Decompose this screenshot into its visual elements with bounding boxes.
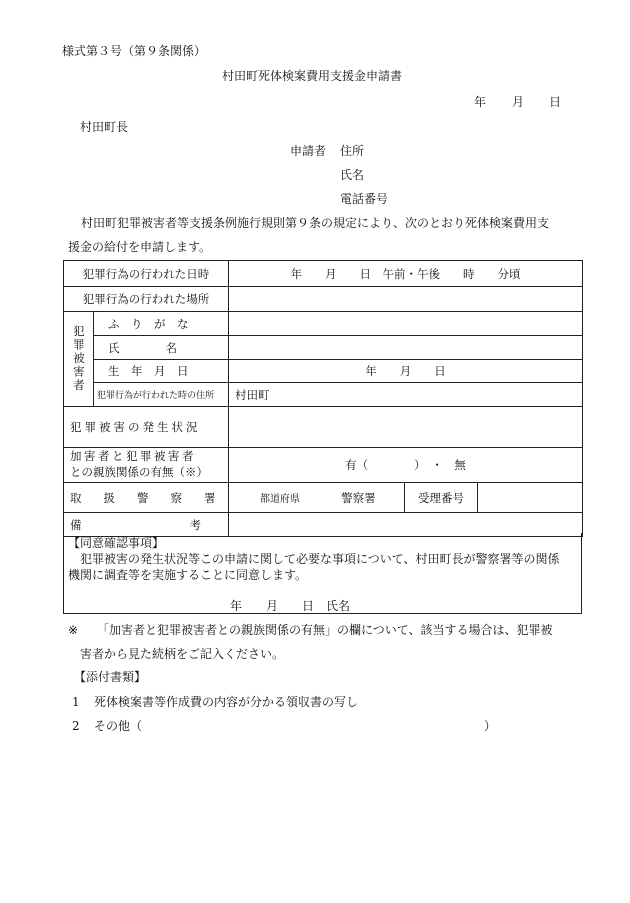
- row-police: [64, 483, 583, 513]
- crime-place-label: 犯罪行為の行われた場所: [64, 287, 229, 312]
- dob-label: 生 年 月 日: [94, 360, 229, 383]
- attachment-2-number: 2: [72, 719, 80, 733]
- row-victim-name: [64, 336, 583, 360]
- victim-name-label: 氏 名: [94, 336, 229, 360]
- police-station-field[interactable]: [229, 483, 405, 513]
- remarks-label: 備考: [70, 517, 309, 532]
- address-at-crime-label: 犯罪行為が行われた時の住所: [94, 383, 229, 407]
- victim-label-cell: [64, 312, 94, 407]
- row-crime-datetime: [64, 261, 583, 287]
- victim-label: 犯罪被害者: [71, 325, 86, 393]
- police-station-label: 警察署: [341, 490, 376, 505]
- row-damage-status: [64, 407, 583, 448]
- date-day-label: 日: [549, 95, 562, 109]
- relation-label-line-1: 加害者と犯罪被害者: [70, 449, 196, 464]
- relation-label-cell: [64, 448, 229, 483]
- crime-datetime-field[interactable]: 年 月 日 午前・午後 時 分頃: [229, 261, 583, 287]
- receipt-number-field[interactable]: [478, 483, 583, 513]
- note-line-1: 「加害者と犯罪被害者との親族関係の有無」の欄について、該当する場合は、犯罪被: [97, 623, 553, 637]
- attachments-heading: 【添付書類】: [74, 670, 147, 684]
- attachment-2-field[interactable]: [142, 716, 478, 734]
- form-number: 様式第３号（第９条関係）: [62, 44, 207, 58]
- date-year-label: 年: [474, 95, 487, 109]
- row-furigana: [64, 312, 583, 336]
- date-month-label: 月: [512, 95, 525, 109]
- page-title: 村田町死体検案費用支援金申請書: [222, 69, 403, 83]
- attachment-2-open: その他（: [94, 719, 143, 733]
- relation-label-line-2: との親族関係の有無（※）: [70, 465, 208, 479]
- consent-line-1: 犯罪被害の発生状況等この申請に関して必要な事項について、村田町長が警察署等の関係: [80, 552, 560, 566]
- applicant-name-label: 氏名: [340, 168, 365, 182]
- victim-name-field[interactable]: [229, 336, 583, 360]
- crime-place-field[interactable]: [229, 287, 583, 312]
- row-address-at-crime: [64, 383, 583, 407]
- consent-line-2: 機関に調査等を実施することに同意します。: [68, 568, 308, 582]
- note-line-2: 害者から見た続柄をご記入ください。: [80, 647, 285, 661]
- consent-signature-line[interactable]: 年 月 日 氏名: [230, 599, 351, 613]
- addressee: 村田町長: [80, 120, 129, 134]
- police-label: 取扱警察署: [70, 490, 238, 505]
- furigana-field[interactable]: [229, 312, 583, 336]
- intro-line-2: 援金の給付を申請します。: [68, 240, 212, 254]
- attachment-1-number: 1: [72, 695, 80, 709]
- attachment-1-text: 死体検案書等作成費の内容が分かる領収書の写し: [94, 695, 359, 709]
- note-mark: ※: [68, 623, 79, 637]
- row-crime-place: [64, 287, 583, 312]
- application-form-table: [63, 260, 583, 537]
- row-relation: [64, 448, 583, 483]
- consent-heading: 【同意確認事項】: [68, 536, 165, 550]
- intro-line-1: 村田町犯罪被害者等支援条例施行規則第９条の規定により、次のとおり死体検案費用支: [81, 216, 550, 230]
- crime-datetime-label: 犯罪行為の行われた日時: [64, 261, 229, 287]
- attachment-2-close: ）: [484, 719, 497, 733]
- damage-status-field[interactable]: [229, 407, 583, 448]
- police-label-cell: [64, 483, 238, 513]
- damage-status-label: 犯罪被害の発生状況: [64, 407, 229, 448]
- receipt-number-label: 受理番号: [405, 483, 478, 513]
- prefecture-label: 都道府県: [260, 493, 300, 505]
- address-at-crime-field[interactable]: 村田町: [229, 383, 583, 407]
- relation-field[interactable]: 有（ ） ・ 無: [229, 448, 583, 483]
- furigana-label: ふ り が な: [94, 312, 229, 336]
- row-dob: [64, 360, 583, 383]
- applicant-label: 申請者: [290, 144, 327, 158]
- applicant-address-label: 住所: [340, 144, 365, 158]
- dob-field[interactable]: 年 月 日: [229, 360, 583, 383]
- applicant-phone-label: 電話番号: [340, 192, 389, 206]
